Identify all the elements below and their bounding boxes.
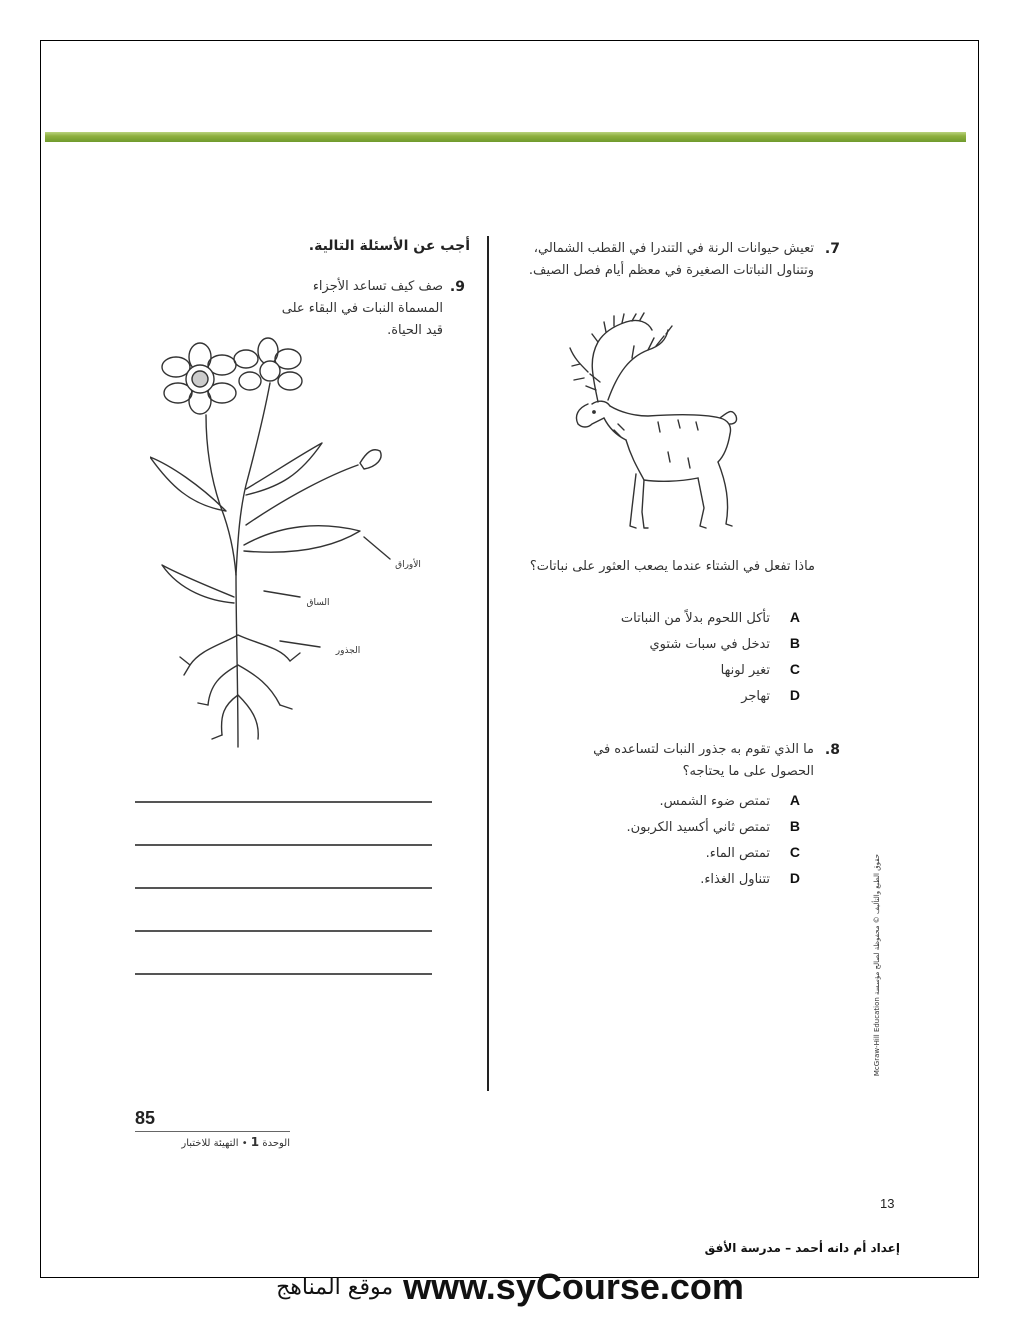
answer-line[interactable] xyxy=(135,973,432,975)
option-text: تمتص ثاني أكسيد الكربون. xyxy=(626,820,770,835)
copyright-text: حقوق الطبع والتأليف © محفوظة لصالح مؤسسة McGraw-Hill Education xyxy=(873,853,881,1077)
option-letter: A xyxy=(789,609,800,625)
book-page-rule xyxy=(135,1131,290,1132)
option-text: تمتص ضوء الشمس. xyxy=(659,794,770,809)
q7-prompt-block xyxy=(515,556,815,578)
q8-option-d[interactable] xyxy=(520,870,800,890)
sheet-number: 13 xyxy=(880,1196,895,1211)
option-text: تهاجر xyxy=(741,689,770,704)
unit-caption xyxy=(135,1135,290,1149)
instructions-heading: أجب عن الأسئلة التالية. xyxy=(308,238,470,254)
option-letter: C xyxy=(789,844,800,860)
q7-option-c[interactable] xyxy=(520,661,800,681)
site-footer xyxy=(200,1262,820,1312)
option-text: تأكل اللحوم بدلاً من النباتات xyxy=(620,611,770,626)
flower-left xyxy=(162,343,236,414)
option-text: تغير لونها xyxy=(720,663,770,678)
q7-text: تعيش حيوانات الرنة في التندرا في القطب الشمالي، وتتناول النباتات الصغيرة في معظم أيام فصل الصيف. xyxy=(528,241,814,278)
option-text: تتناول الغذاء. xyxy=(700,872,770,887)
option-text: تمتص الماء. xyxy=(705,846,770,861)
plant-illustration xyxy=(150,335,430,755)
q8-option-a[interactable] xyxy=(520,792,800,812)
author-credit: إعداد أم دانه أحمد – مدرسة الأفق xyxy=(704,1241,900,1255)
q7-option-d[interactable] xyxy=(520,687,800,707)
q7-number: 7. xyxy=(824,241,840,257)
site-url[interactable]: www.syCourse.com xyxy=(403,1266,744,1307)
q7-prompt: ماذا تفعل في الشتاء عندما يصعب العثور على نباتات؟ xyxy=(529,559,815,574)
answer-line[interactable] xyxy=(135,887,432,889)
flower-right xyxy=(234,338,302,390)
q8-text: ما الذي تقوم به جذور النبات لتساعده في الحصول على ما يحتاجه؟ xyxy=(593,742,814,779)
label-roots: الجذور xyxy=(335,646,361,656)
option-letter: D xyxy=(789,687,800,703)
option-text: تدخل في سبات شتوي xyxy=(649,637,770,652)
answer-line[interactable] xyxy=(135,844,432,846)
answer-line[interactable] xyxy=(135,930,432,932)
q9-text: صف كيف تساعد الأجزاء المسماة النبات في البقاء على قيد الحياة. xyxy=(281,279,443,338)
q9-block xyxy=(265,276,465,342)
q8-option-b[interactable] xyxy=(520,818,800,838)
option-letter: B xyxy=(789,635,800,651)
label-leaves: الأوراق xyxy=(395,560,421,570)
label-stem: الساق xyxy=(306,598,330,608)
answer-line[interactable] xyxy=(135,801,432,803)
header-green-bar xyxy=(45,132,966,142)
q7-block xyxy=(515,238,840,282)
book-page-number: 85 xyxy=(135,1108,156,1128)
unit-title: • التهيئة للاختبار xyxy=(181,1138,248,1149)
q7-option-a[interactable] xyxy=(520,609,800,629)
q8-block xyxy=(575,739,840,783)
q9-number: 9. xyxy=(449,279,465,295)
site-name: موقع المناهج xyxy=(276,1274,394,1300)
reindeer-illustration xyxy=(548,312,748,540)
unit-number: 1 xyxy=(250,1135,260,1149)
option-letter: D xyxy=(789,870,800,886)
q7-option-b[interactable] xyxy=(520,635,800,655)
unit-label: الوحدة xyxy=(262,1138,290,1149)
option-letter: C xyxy=(789,661,800,677)
q8-option-c[interactable] xyxy=(520,844,800,864)
column-divider xyxy=(487,236,489,1091)
option-letter: A xyxy=(789,792,800,808)
q8-number: 8. xyxy=(824,742,840,758)
option-letter: B xyxy=(789,818,800,834)
